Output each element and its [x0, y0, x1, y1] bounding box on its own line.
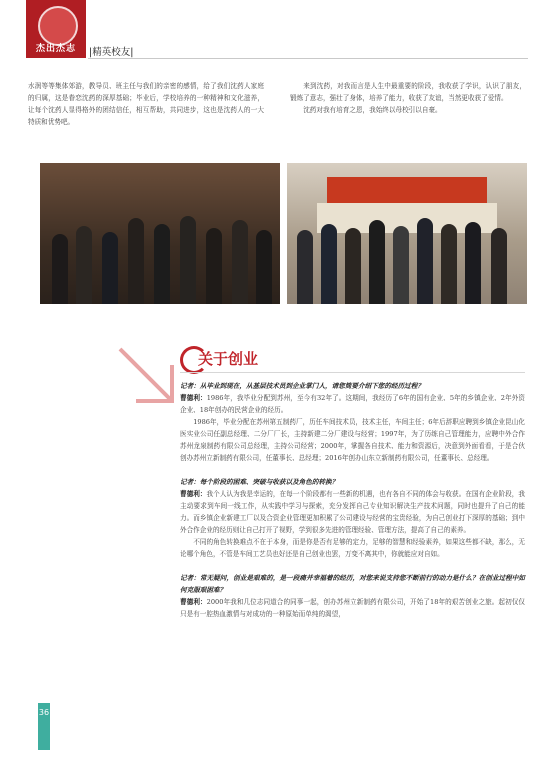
paragraph: 水润等等集体郊游，教导员、班主任与我们的亲密的感情，给了我们沈药人家庭的归属，这是眷恋沈药的深厚基础；毕业后，学校培养的一种精神和文化滋养，让每个沈药人显得格外的团结信任，相互帮助，共同进步，这也是沈药人的一大特质和优势吧。 [28, 82, 264, 126]
text-column-right [290, 80, 526, 116]
speaker-name: 曹德利： [180, 394, 207, 402]
header-divider [88, 58, 528, 59]
person-figure [128, 218, 144, 304]
person-figure [52, 234, 68, 304]
answer [180, 392, 525, 416]
question [180, 572, 525, 596]
page-number: 36 [38, 708, 50, 717]
text-column-left [28, 80, 264, 128]
speaker-name: 曹德利： [180, 598, 207, 606]
answer-paragraph: 不同的角色转换难点不在于本身，而是你是否有足够的定力，足够的智慧和经验素养，如果这些都不缺，那么，无论哪个角色，不管是车间工艺员也好还是自己创业也罢，万变不离其中，你就能应对自如。 [180, 538, 525, 558]
answer [180, 488, 525, 536]
answer-text: 1986年，我毕业分配到苏州，至今有32年了。这期间，我经历了6年的国有企业、5年的乡镇企业、2年外资企业、18年创办的民营企业的经历。 [180, 394, 526, 414]
answer-text: 我个人认为我是幸运的，在每一个阶段都有一些新的机遇，也有各自不同的体会与收获。在国有企业阶段，我主动要求到车间一线工作，从实践中学习与探索，充分发挥自己专业知识解决生产技术问题，同时也提升了自己的能力。而乡镇企业新建工厂以及合资企业管理更加积累了公司建设与经营的宝贵经验，为自己创业打下深厚的基础；到中外合作企业的经历则让自己打开了视野，学到很多先进的管理经验、管理方法，提高了自己的素养。 [180, 490, 526, 534]
about-divider [180, 372, 525, 373]
question-text: 记者：每个阶段的困难、突破与收获以及角色的转换？ [180, 478, 339, 486]
person-figure [206, 228, 222, 304]
question [180, 380, 525, 392]
person-figure [491, 228, 507, 304]
decorative-arrow-icon [116, 345, 178, 407]
about-title: 关于创业 [198, 350, 259, 368]
paragraph: 来到沈药，对我而言是人生中最重要的阶段，我收获了学识，认识了朋友，锻炼了意志，强壮了身体，培养了能力，收获了友谊，当然更收获了爱情。 [290, 82, 526, 102]
person-figure [345, 228, 361, 304]
person-figure [154, 224, 170, 304]
person-figure [369, 220, 385, 304]
person-figure [393, 226, 409, 304]
question-text: 记者：常无疑问，创业是艰难的，是一段痛并幸福着的经历，对您来说支持您不断前行的动力是什么？在创业过程中如何克服艰困难？ [180, 574, 525, 594]
person-figure [417, 218, 433, 304]
event-banner [327, 177, 487, 203]
answer-paragraph: 1986年，毕业分配在苏州第五制药厂，历任车间技术员，技术主任，车间主任；6年后辞职应聘到乡镇企业昆山化医实业公司任副总经理、二分厂厂长，主持新建二分厂建设与经营；1997年，为了历练自己管理能力，应聘中外合作苏州龙泉制药有限公司总经理，主持公司经营；2000年，掌握各自技术、能力和资源后，决意到外面看看，于是合伙创办苏州立新制药有限公司，任董事长、总经理；2016年创办山东立新制药有限公司，任董事长、总经理。 [180, 418, 525, 462]
person-figure [441, 224, 457, 304]
question-text: 记者：从毕业到现在，从基层技术员到企业掌门人，请您简要介绍下您的经历过程？ [180, 382, 424, 390]
group-photo-right [287, 163, 527, 304]
person-figure [321, 224, 337, 304]
person-figure [102, 232, 118, 304]
person-figure [297, 230, 313, 304]
person-figure [256, 230, 272, 304]
section-label: |精英校友| [89, 47, 134, 58]
person-figure [76, 226, 92, 304]
person-figure [180, 216, 196, 304]
paragraph: 沈药对我有培育之恩，我始终以母校引以自豪。 [303, 106, 442, 114]
question [180, 476, 525, 488]
answer-text: 2000年我和几位志同道合的同事一起，创办苏州立新制药有限公司，开始了18年的艰苦创业之旅。起初仅仅只是有一腔热血激情与对成功的一种原始而单纯的渴望， [180, 598, 526, 618]
speaker-name: 曹德利： [180, 490, 207, 498]
group-photo-left [40, 163, 280, 304]
person-figure [465, 222, 481, 304]
logo-caption: 杰出杰志 [35, 44, 76, 54]
answer [180, 596, 525, 620]
person-figure [232, 220, 248, 304]
interview-body [180, 380, 525, 620]
